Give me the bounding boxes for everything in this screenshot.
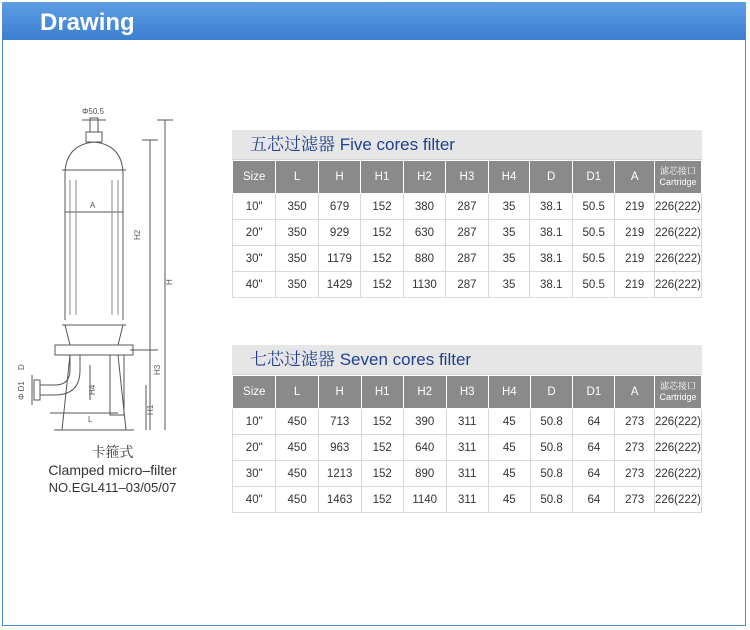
cell: 35 [488, 272, 530, 298]
table-row [233, 435, 702, 461]
seven-cores-table [232, 345, 702, 513]
label-h3: H3 [153, 364, 162, 375]
cartridge-cn: 滤芯接口 [659, 166, 696, 176]
col-header: D [530, 161, 572, 194]
cell: 152 [361, 409, 403, 435]
cell: 45 [488, 461, 530, 487]
col-header: H4 [488, 161, 530, 194]
cell: 50.8 [530, 461, 573, 487]
cell: 713 [318, 409, 361, 435]
cell: 45 [488, 435, 530, 461]
cell: 630 [403, 220, 446, 246]
cell: 152 [361, 487, 403, 513]
table-title: 七芯过滤器 Seven cores filter [232, 345, 702, 375]
cell: 226(222) [654, 220, 701, 246]
cell: 50.5 [572, 272, 614, 298]
cell: 152 [361, 220, 403, 246]
cell: 380 [403, 194, 446, 220]
cell: 10" [233, 409, 276, 435]
col-header: H3 [446, 376, 488, 409]
table-row [233, 220, 702, 246]
cell: 390 [403, 409, 446, 435]
label-h2: H2 [133, 229, 142, 240]
page-title: Drawing [40, 9, 135, 36]
col-header: H4 [488, 376, 530, 409]
cell: 50.8 [530, 435, 573, 461]
cell: 450 [276, 435, 318, 461]
cell: 640 [403, 435, 446, 461]
cell: 38.1 [530, 272, 572, 298]
label-a: A [90, 201, 96, 210]
label-h1: H1 [146, 404, 155, 415]
cell: 226(222) [654, 487, 701, 513]
cell: 226(222) [654, 461, 701, 487]
label-d1: Φ D1 [17, 381, 26, 400]
cell: 219 [615, 272, 655, 298]
cell: 152 [361, 435, 403, 461]
cell: 929 [318, 220, 361, 246]
table-row [233, 487, 702, 513]
col-header: H2 [403, 376, 446, 409]
cell: 45 [488, 487, 530, 513]
col-header: H2 [403, 161, 446, 194]
cell: 35 [488, 220, 530, 246]
cell: 38.1 [530, 194, 572, 220]
cell: 273 [615, 461, 655, 487]
cell: 152 [361, 246, 403, 272]
cell: 35 [488, 246, 530, 272]
cell: 152 [361, 272, 403, 298]
cell: 350 [276, 272, 318, 298]
table-header-row [233, 161, 702, 194]
cell: 50.8 [530, 487, 573, 513]
col-header: H [318, 376, 361, 409]
table-header-row [233, 376, 702, 409]
cartridge-en: Cartridge [659, 177, 697, 187]
cell: 287 [446, 246, 488, 272]
cell: 38.1 [530, 220, 572, 246]
cell: 64 [573, 435, 615, 461]
col-header: H1 [361, 161, 403, 194]
cell: 287 [446, 272, 488, 298]
cartridge-cn: 滤芯接口 [659, 381, 696, 391]
cell: 10" [233, 194, 276, 220]
label-h: H [165, 279, 174, 285]
cell: 64 [573, 487, 615, 513]
cell: 350 [276, 220, 318, 246]
cell: 1463 [318, 487, 361, 513]
cell: 287 [446, 220, 488, 246]
col-header: H1 [361, 376, 403, 409]
col-header: H [318, 161, 361, 194]
cell: 311 [446, 461, 488, 487]
cell: 226(222) [654, 409, 701, 435]
cell: 45 [488, 409, 530, 435]
five-cores-table [232, 130, 702, 298]
cartridge-en: Cartridge [659, 392, 697, 402]
cell: 273 [615, 435, 655, 461]
col-header: A [615, 161, 655, 194]
cell: 50.5 [572, 194, 614, 220]
cell: 152 [361, 461, 403, 487]
cell: 311 [446, 409, 488, 435]
label-phi: Φ50.5 [82, 107, 104, 116]
cell: 450 [276, 461, 318, 487]
table-row [233, 409, 702, 435]
cell: 152 [361, 194, 403, 220]
cell: 450 [276, 409, 318, 435]
caption-en: Clamped micro–filter [48, 462, 177, 478]
cell: 40" [233, 487, 276, 513]
cell: 890 [403, 461, 446, 487]
col-header: A [615, 376, 655, 409]
table-row [233, 194, 702, 220]
cell: 273 [615, 487, 655, 513]
label-l: L [88, 415, 93, 424]
cell: 20" [233, 220, 276, 246]
table-row [233, 272, 702, 298]
cell: 40" [233, 272, 276, 298]
cell: 50.5 [572, 246, 614, 272]
col-header: L [276, 161, 318, 194]
cell: 226(222) [654, 246, 701, 272]
cell: 226(222) [654, 272, 701, 298]
col-header-cartridge [654, 161, 701, 194]
col-header: D1 [573, 376, 615, 409]
table-row [233, 246, 702, 272]
cell: 287 [446, 194, 488, 220]
col-header: D1 [572, 161, 614, 194]
label-h4: H4 [88, 384, 97, 395]
cell: 50.8 [530, 409, 573, 435]
col-header: L [276, 376, 318, 409]
cell: 350 [276, 194, 318, 220]
cell: 311 [446, 435, 488, 461]
table-row [233, 461, 702, 487]
col-header-cartridge [654, 376, 701, 409]
cell: 1213 [318, 461, 361, 487]
col-header: Size [233, 161, 276, 194]
label-d: D [17, 364, 26, 370]
cell: 219 [615, 194, 655, 220]
cell: 350 [276, 246, 318, 272]
cell: 963 [318, 435, 361, 461]
cell: 20" [233, 435, 276, 461]
cell: 1140 [403, 487, 446, 513]
table-title: 五芯过滤器 Five cores filter [232, 130, 702, 160]
cell: 30" [233, 246, 276, 272]
cell: 679 [318, 194, 361, 220]
col-header: D [530, 376, 573, 409]
cell: 226(222) [654, 435, 701, 461]
cell: 1429 [318, 272, 361, 298]
cell: 35 [488, 194, 530, 220]
cell: 38.1 [530, 246, 572, 272]
cell: 1179 [318, 246, 361, 272]
cell: 1130 [403, 272, 446, 298]
cell: 273 [615, 409, 655, 435]
cell: 64 [573, 461, 615, 487]
header-bar [2, 2, 746, 40]
col-header: H3 [446, 161, 488, 194]
cell: 450 [276, 487, 318, 513]
caption-cn: 卡箍式 [91, 444, 134, 460]
cell: 30" [233, 461, 276, 487]
caption-model: NO.EGL411–03/05/07 [48, 480, 177, 495]
cell: 219 [615, 246, 655, 272]
cell: 311 [446, 487, 488, 513]
col-header: Size [233, 376, 276, 409]
cell: 64 [573, 409, 615, 435]
cell: 50.5 [572, 220, 614, 246]
filter-drawing [10, 100, 210, 445]
cell: 219 [615, 220, 655, 246]
cell: 226(222) [654, 194, 701, 220]
cell: 880 [403, 246, 446, 272]
